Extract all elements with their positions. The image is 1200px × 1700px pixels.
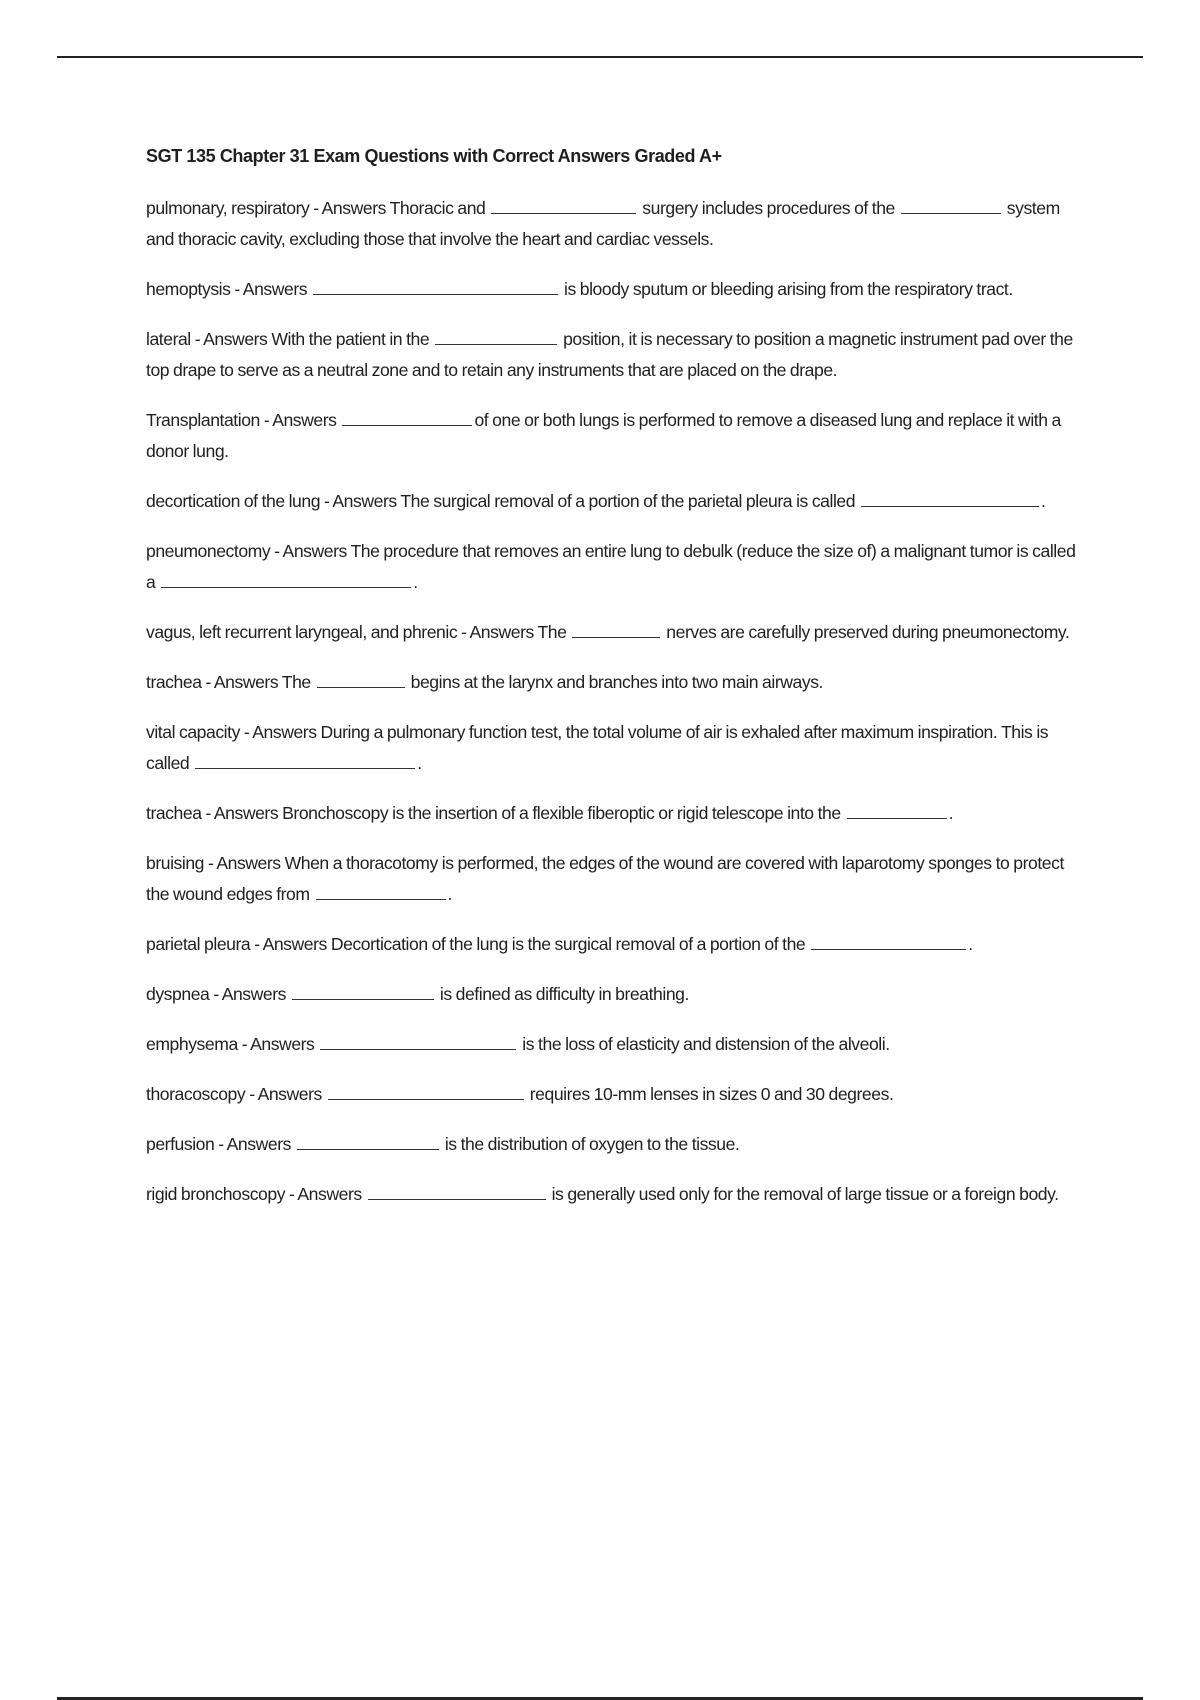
question-text: of one or both lungs is performed to remove a diseased lung and replace it with a donor lung. [146,410,1061,461]
answer-text: parietal pleura [146,934,251,954]
answer-separator: - Answers [245,1084,326,1104]
answer-text: lateral [146,329,191,349]
qa-item [146,1129,1076,1160]
qa-list [146,193,1076,1210]
fill-in-blank [328,1098,524,1100]
question-text: When a thoracotomy is performed, the edges of the wound are covered with laparotomy sponges to protect the wound edges from [146,853,1064,904]
fill-in-blank [491,212,636,214]
question-text: Thoracic and [389,198,490,218]
answer-separator: - Answers [285,1184,366,1204]
fill-in-blank [368,1198,546,1200]
fill-in-blank [313,293,558,295]
answer-separator: - Answers [214,1134,295,1154]
answer-text: Transplantation [146,410,260,430]
question-text: requires 10-mm lenses in sizes 0 and 30 degrees. [525,1084,894,1104]
answer-separator: - Answers [270,541,351,561]
qa-item [146,617,1076,648]
answer-text: rigid bronchoscopy [146,1184,286,1204]
qa-item [146,979,1076,1010]
qa-item [146,929,1076,960]
question-text: During a pulmonary function test, the total volume of air is exhaled after maximum inspiration. This is called [146,722,1049,773]
fill-in-blank [320,1048,516,1050]
question-text: nerves are carefully preserved during pneumonectomy. [662,622,1070,642]
question-text: is the loss of elasticity and distension of the alveoli. [518,1034,890,1054]
answer-separator: - Answers [230,279,312,299]
question-text: is generally used only for the removal of large tissue or a foreign body. [547,1184,1059,1204]
answer-text: emphysema [146,1034,238,1054]
answer-separator: - Answers [201,803,283,823]
question-text: begins at the larynx and branches into two main airways. [406,672,823,692]
document-body [146,145,1076,1229]
qa-item [146,486,1076,517]
answer-separator: - Answers [239,722,321,742]
question-text: Bronchoscopy is the insertion of a flexible fiberoptic or rigid telescope into the [282,803,845,823]
answer-separator: - Answers [201,672,282,692]
qa-item [146,193,1076,255]
answer-text: pulmonary, respiratory [146,198,310,218]
header-rule [57,56,1143,58]
qa-item [146,1029,1076,1060]
qa-item [146,1179,1076,1210]
fill-in-blank [297,1148,439,1150]
question-text: Decortication of the lung is the surgical removal of a portion of the [330,934,810,954]
question-text: position, it is necessary to position a magnetic instrument pad over the top drape to serve as a neutral zone and to retain any instruments that are placed on the drape. [146,329,1073,380]
question-text: . [447,884,452,904]
document-title: SGT 135 Chapter 31 Exam Questions with Correct Answers Graded A+ [146,146,722,166]
qa-item [146,274,1076,305]
fill-in-blank [811,948,966,950]
fill-in-blank [435,343,557,345]
answer-separator: - Answers [320,491,401,511]
qa-item [146,667,1076,698]
fill-in-blank [572,636,660,638]
fill-in-blank [342,424,472,426]
answer-text: vagus, left recurrent laryngeal, and phrenic [146,622,458,642]
fill-in-blank [847,817,947,819]
fill-in-blank [861,505,1039,507]
answer-separator: - Answers [309,198,390,218]
question-text: system and thoracic cavity, excluding those that involve the heart and cardiac vessels. [146,198,1060,249]
answer-separator: - Answers [237,1034,319,1054]
answer-text: hemoptysis [146,279,231,299]
answer-text: vital capacity [146,722,240,742]
question-text: is defined as difficulty in breathing. [435,984,689,1004]
question-text: With the patient in the [271,329,434,349]
question-text: . [1041,491,1046,511]
question-text: The surgical removal of a portion of the parietal pleura is called [400,491,860,511]
answer-text: thoracoscopy [146,1084,246,1104]
qa-item [146,324,1076,386]
question-text: . [968,934,973,954]
fill-in-blank [161,586,411,588]
answer-text: pneumonectomy [146,541,271,561]
answer-separator: - Answers [457,622,538,642]
qa-item [146,717,1076,779]
question-text: The procedure that removes an entire lung to debulk (reduce the size of) a malignant tumor is called a [146,541,1076,592]
answer-text: trachea [146,803,202,823]
answer-text: bruising [146,853,205,873]
fill-in-blank [292,998,434,1000]
question-text: . [948,803,954,823]
fill-in-blank [317,686,405,688]
qa-item [146,536,1076,598]
question-text: is the distribution of oxygen to the tissue. [440,1134,740,1154]
answer-separator: - Answers [190,329,272,349]
question-text: The [537,622,571,642]
answer-text: decortication of the lung [146,491,321,511]
question-text: . [413,572,418,592]
qa-item [146,405,1076,467]
qa-item [146,1079,1076,1110]
qa-item [146,848,1076,910]
answer-separator: - Answers [259,410,341,430]
answer-text: dyspnea [146,984,210,1004]
question-text: . [417,753,422,773]
fill-in-blank [901,212,1001,214]
answer-separator: - Answers [250,934,331,954]
fill-in-blank [316,898,446,900]
question-text: is bloody sputum or bleeding arising from the respiratory tract. [560,279,1013,299]
answer-text: trachea [146,672,202,692]
answer-separator: - Answers [204,853,285,873]
answer-text: perfusion [146,1134,215,1154]
qa-item [146,798,1076,829]
question-text: The [281,672,315,692]
question-text: surgery includes procedures of the [638,198,899,218]
fill-in-blank [195,767,415,769]
answer-separator: - Answers [209,984,290,1004]
